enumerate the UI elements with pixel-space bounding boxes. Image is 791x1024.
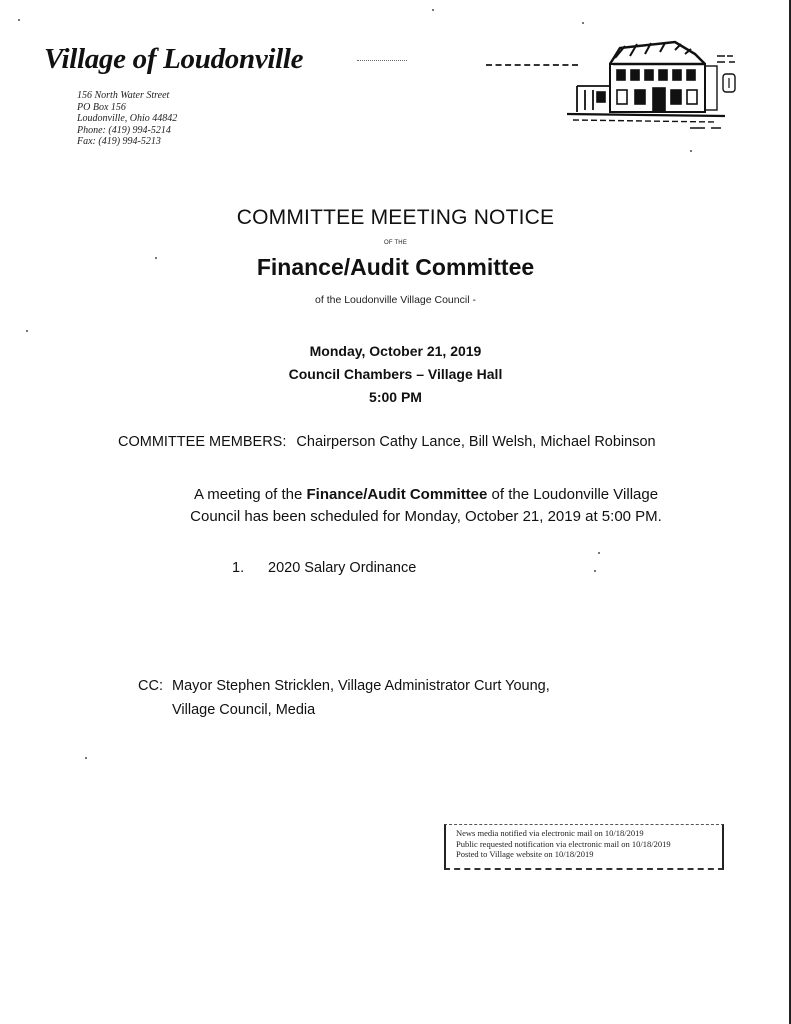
address-city: Loudonville, Ohio 44842 — [77, 113, 178, 124]
scan-speck — [26, 330, 28, 332]
notification-public: Public requested notification via electronic mail on 10/18/2019 — [456, 838, 671, 849]
cc-list — [138, 674, 550, 722]
scan-speck — [155, 257, 157, 259]
scan-speck — [18, 19, 20, 21]
committee-members-names: Chairperson Cathy Lance, Bill Welsh, Michael Robinson — [296, 434, 656, 450]
scan-speck — [598, 552, 600, 554]
announcement-committee: Finance/Audit Committee — [306, 486, 488, 503]
notification-website: Posted to Village website on 10/18/2019 — [456, 849, 594, 859]
committee-members — [118, 434, 656, 450]
announcement-line-2: Council has been scheduled for Monday, October 21, 2019 at 5:00 PM. — [190, 508, 662, 525]
letterhead-title: Village of Loudonville — [44, 43, 304, 75]
cc-label: CC: — [138, 678, 163, 694]
letterhead-dotted-rule — [357, 60, 407, 63]
address-phone: Phone: (419) 994-5214 — [77, 124, 171, 136]
announcement-text: A meeting of the — [193, 486, 307, 503]
council-line: of the Loudonville Village Council - — [315, 294, 476, 306]
cc-recipients-2: Village Council, Media — [172, 702, 316, 718]
of-the-label: OF THE — [383, 240, 408, 246]
committee-members-label: COMMITTEE MEMBERS: — [118, 434, 287, 450]
meeting-details — [0, 340, 791, 409]
cc-recipients-1: Mayor Stephen Stricklen, Village Administrator Curt Young, — [172, 678, 550, 694]
notification-news-media: News media notified via electronic mail on 10/18/2019 — [456, 828, 644, 838]
scan-speck — [582, 22, 584, 24]
village-hall-building-icon — [565, 34, 740, 134]
scan-speck — [85, 757, 87, 759]
agenda-item-number: 1. — [232, 560, 245, 576]
notification-stamp-box — [444, 824, 724, 870]
address-po-box: PO Box 156 — [77, 101, 126, 113]
scan-speck — [432, 9, 434, 11]
address-street: 156 North Water Street — [77, 90, 170, 101]
meeting-location: Council Chambers – Village Hall — [288, 366, 503, 382]
cc-line-1 — [138, 674, 550, 698]
agenda-item — [232, 560, 416, 576]
scan-speck — [690, 150, 692, 152]
meeting-date: Monday, October 21, 2019 — [309, 343, 482, 359]
meeting-announcement — [0, 484, 791, 528]
announcement-text: of the Loudonville Village — [487, 486, 659, 503]
address-fax: Fax: (419) 994-5213 — [77, 136, 161, 147]
announcement-line-1 — [0, 484, 791, 506]
committee-name: Finance/Audit Committee — [256, 254, 535, 280]
notice-heading: COMMITTEE MEETING NOTICE — [236, 206, 555, 229]
meeting-time: 5:00 PM — [369, 389, 422, 405]
letterhead-address — [77, 90, 177, 148]
scan-speck — [594, 570, 596, 572]
agenda-item-text: 2020 Salary Ordinance — [268, 560, 417, 576]
